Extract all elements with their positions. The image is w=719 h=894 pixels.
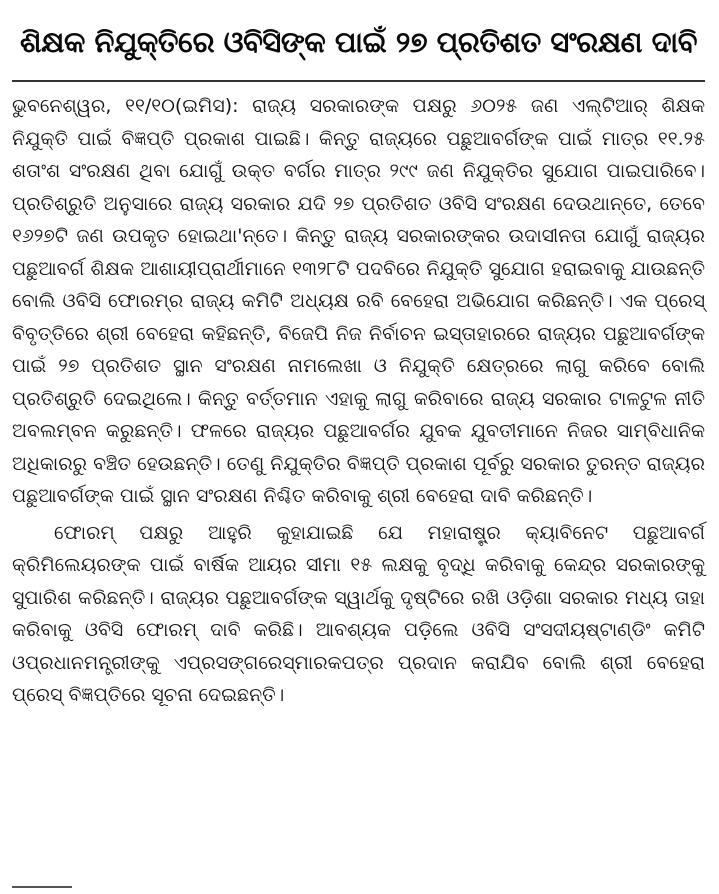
article-headline: ଶିକ୍ଷକ ନିଯୁକ୍ତିରେ ଓବିସିଙ୍କ ପାଇଁ ୨୭ ପ୍ରତିଶତ ସଂରକ୍ଷଣ ଦାବି xyxy=(19,25,698,59)
article-paragraph-2: ଫୋରମ୍ ପକ୍ଷରୁ ଆହୁରି କୁହାଯାଇଛି ଯେ ମହାରାଷ୍ଟ୍ର କ୍ୟାବିନେଟ ପଛୁଆବର୍ଗ କ୍ରିମିଲେୟରଙ୍କ ପାଇଁ ବାର୍ଷିକ ଆୟର ସୀମା ୧୫ ଲକ୍ଷକୁ ବୃଦ୍ଧି କରିବାକୁ କେନ୍ଦ୍ର ସରକାରଙ୍କୁ ସୁପାରିଶ କରିଛନ୍ତି। ରାଜ୍ୟର ପଛୁଆବର୍ଗଙ୍କ ସ୍ୱାର୍ଥକୁ ଦୃଷ୍ଟିରେ ରଖି ଓଡ଼ିଶା ସରକାର ମଧ୍ୟ ତାହା କରିବାକୁ ଓବିସି ଫୋରମ୍ ଦାବି କରିଛି। ଆବଶ୍ୟକ ପଡ଼ିଲେ ଓବିସି ସଂସଦୀୟଷ୍ଟାଣ୍ଡିଂ କମିଟି ଓପ୍ରଧାନମନ୍ତ୍ରୀଙ୍କୁ ଏପ୍ରସଙ୍ଗରେସ୍ମାରକପତ୍ର ପ୍ରଦାନ କରାଯିବ ବୋଲି ଶ୍ରୀ ବେହେରା ପ୍ରେସ୍ ବିଜ୍ଞପ୍ତିରେ ସୂଚନା ଦେଇଛନ୍ତି। xyxy=(12,521,705,706)
article-paragraph-1: ଭୁବନେଶ୍ୱର, ୧୧/୧୦(ଇମିସ): ରାଜ୍ୟ ସରକାରଙ୍କ ପକ୍ଷରୁ ୬୦୨୫ ଜଣ ଏଲ୍‌ଟିଆର୍ ଶିକ୍ଷକ ନିଯୁକ୍ତି ପାଇଁ ବିଜ୍ଞପ୍ତି ପ୍ରକାଶ ପାଇଛି। କିନ୍ତୁ ରାଜ୍ୟରେ ପଛୁଆବର୍ଗଙ୍କ ପାଇଁ ମାତ୍ର ୧୧.୨୫ ଶତାଂଶ ସଂରକ୍ଷଣ ଥିବା ଯୋଗୁଁ ଉକ୍ତ ବର୍ଗର ମାତ୍ର ୨୯୯ ଜଣ ନିଯୁକ୍ତିର ସୁଯୋଗ ପାଇପାରିବେ। ପ୍ରତିଶ୍ରୁତି ଅନୁସାରେ ରାଜ୍ୟ ସରକାର ଯଦି ୨୭ ପ୍ରତିଶତ ଓବିସି ସଂରକ୍ଷଣ ଦେଉଥାନ୍ତେ, ତେବେ ୧୬୨୭ଟି ଜଣ ଉପକୃତ ହୋଇଥା'ନ୍ତେ। କିନ୍ତୁ ରାଜ୍ୟ ସରକାରଙ୍କର ଉଦାସୀନତା ଯୋଗୁଁ ରାଜ୍ୟର ପଛୁଆବର୍ଗ ଶିକ୍ଷକ ଆଶାୟୀପ୍ରାର୍ଥୀମାନେ ୧୩୨୮ଟି ପଦବିରେ ନିଯୁକ୍ତି ସୁଯୋଗ ହରାଇବାକୁ ଯାଉଛନ୍ତି ବୋଲି ଓବିସି ଫୋରମ୍‌ର ରାଜ୍ୟ କମିଟି ଅଧ୍ୟକ୍ଷ ରବି ବେହେରା ଅଭିଯୋଗ କରିଛନ୍ତି। ଏକ ପ୍ରେସ୍ ବିବୃତ୍ତିରେ ଶ୍ରୀ ବେହେରା କହିଛନ୍ତି, ବିଜେପି ନିଜ ନିର୍ବାଚନ ଇସ୍ତାହାରରେ ରାଜ୍ୟର ପଛୁଆବର୍ଗଙ୍କ ପାଇଁ ୨୭ ପ୍ରତିଶତ ସ୍ଥାନ ସଂରକ୍ଷଣ ନାମଲେଖା ଓ ନିଯୁକ୍ତି କ୍ଷେତ୍ରରେ ଲାଗୁ କରିବେ ବୋଲି ପ୍ରତିଶ୍ରୁତି ଦେଇଥିଲେ। କିନ୍ତୁ ବର୍ତ୍ତମାନ ଏହାକୁ ଲାଗୁ କରିବାରେ ରାଜ୍ୟ ସରକାର ଟାଳଟୁଳ ନୀତି ଅବଲମ୍ବନ କରୁଛନ୍ତି। ଫଳରେ ରାଜ୍ୟର ପଛୁଆବର୍ଗର ଯୁବକ ଯୁବତୀମାନେ ନିଜର ସାମ୍ବିଧାନିକ ଅଧିକାରରୁ ବଞ୍ଚିତ ହେଉଛନ୍ତି। ତେଣୁ ନିଯୁକ୍ତିର ବିଜ୍ଞପ୍ତି ପ୍ରକାଶ ପୂର୍ବରୁ ସରକାର ତୁରନ୍ତ ରାଜ୍ୟର ପଛୁଆବର୍ଗଙ୍କ ପାଇଁ ସ୍ଥାନ ସଂରକ୍ଷଣ ନିଶ୍ଚିତ କରିବାକୁ ଶ୍ରୀ ବେହେରା ଦାବି କରିଛନ୍ତି। xyxy=(12,95,705,507)
headline-divider xyxy=(12,80,705,82)
clipping-edge-mark xyxy=(12,886,72,894)
